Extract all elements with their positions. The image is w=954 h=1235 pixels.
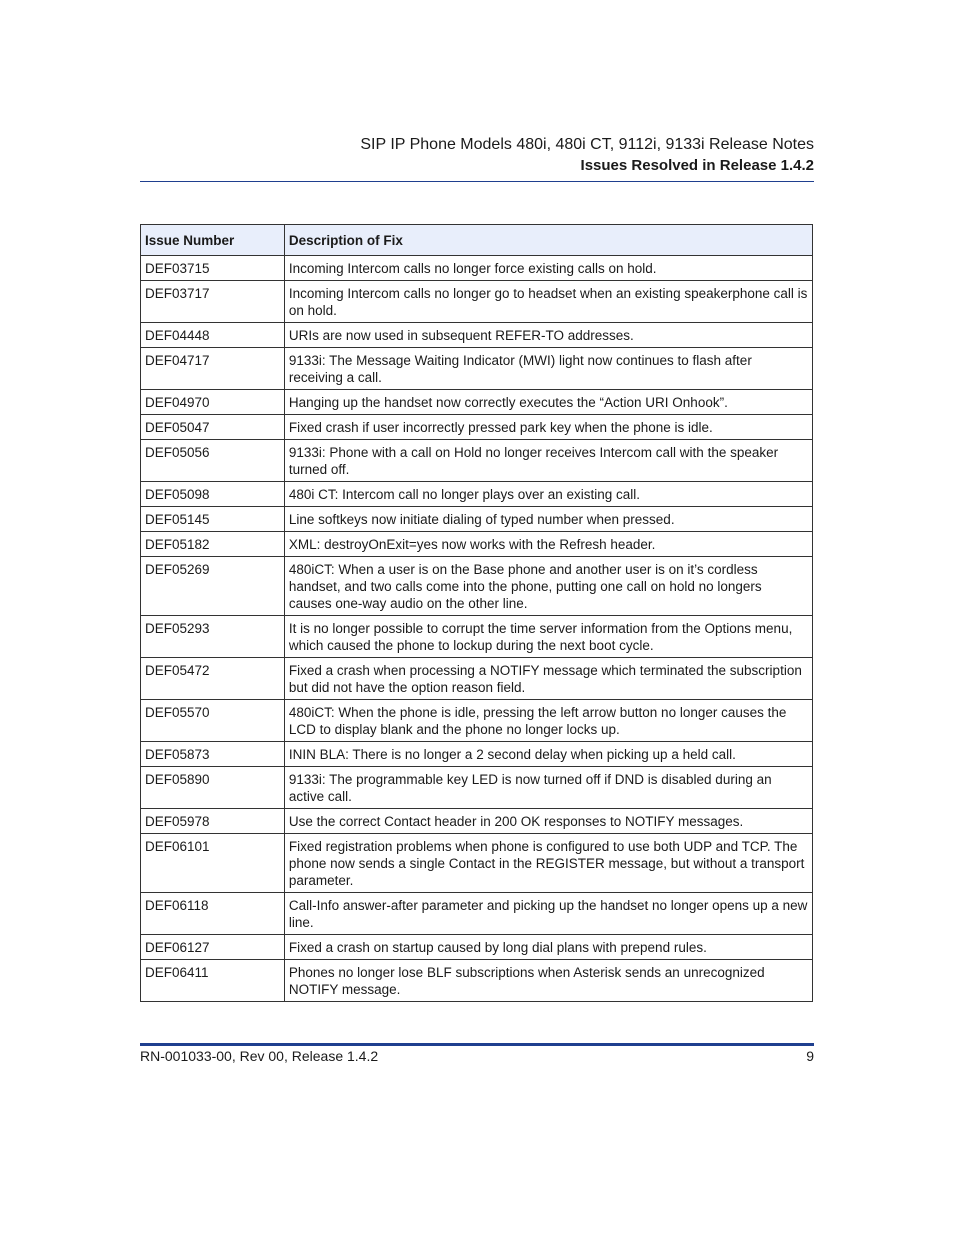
issue-number-cell: DEF05047 <box>141 415 285 440</box>
table-row <box>141 658 813 700</box>
issue-number-cell: DEF05890 <box>141 767 285 809</box>
description-cell: 9133i: Phone with a call on Hold no longer receives Intercom call with the speaker turned off. <box>284 440 812 482</box>
table-row <box>141 742 813 767</box>
issue-number-cell: DEF04717 <box>141 348 285 390</box>
description-cell: Hanging up the handset now correctly executes the “Action URI Onhook”. <box>284 390 812 415</box>
description-cell: Fixed crash if user incorrectly pressed park key when the phone is idle. <box>284 415 812 440</box>
table-row <box>141 557 813 616</box>
table-row <box>141 440 813 482</box>
issues-table <box>140 224 813 1002</box>
table-row <box>141 281 813 323</box>
description-cell: URIs are now used in subsequent REFER-TO addresses. <box>284 323 812 348</box>
description-cell: XML: destroyOnExit=yes now works with the Refresh header. <box>284 532 812 557</box>
description-cell: Incoming Intercom calls no longer force existing calls on hold. <box>284 256 812 281</box>
issue-number-cell: DEF05056 <box>141 440 285 482</box>
description-cell: Phones no longer lose BLF subscriptions when Asterisk sends an unrecognized NOTIFY message. <box>284 960 812 1002</box>
description-cell: Fixed a crash on startup caused by long dial plans with prepend rules. <box>284 935 812 960</box>
table-row <box>141 809 813 834</box>
table-row <box>141 415 813 440</box>
description-cell: Fixed registration problems when phone is configured to use both UDP and TCP. The phone now sends a single Contact in the REGISTER message, but without a transport parameter. <box>284 834 812 893</box>
table-row <box>141 616 813 658</box>
issue-number-cell: DEF06127 <box>141 935 285 960</box>
description-cell: ININ BLA: There is no longer a 2 second delay when picking up a held call. <box>284 742 812 767</box>
table-row <box>141 390 813 415</box>
description-cell: Fixed a crash when processing a NOTIFY message which terminated the subscription but did not have the option reason field. <box>284 658 812 700</box>
issue-number-cell: DEF05269 <box>141 557 285 616</box>
table-row <box>141 700 813 742</box>
description-cell: It is no longer possible to corrupt the time server information from the Options menu, which caused the phone to lockup during the next boot cycle. <box>284 616 812 658</box>
table-row <box>141 767 813 809</box>
page-number: 9 <box>806 1048 814 1064</box>
issue-number-cell: DEF05182 <box>141 532 285 557</box>
issue-number-cell: DEF03715 <box>141 256 285 281</box>
issue-number-cell: DEF05873 <box>141 742 285 767</box>
table-row <box>141 482 813 507</box>
table-row <box>141 935 813 960</box>
description-cell: 9133i: The programmable key LED is now turned off if DND is disabled during an active call. <box>284 767 812 809</box>
description-cell: Incoming Intercom calls no longer go to headset when an existing speakerphone call is on hold. <box>284 281 812 323</box>
table-row <box>141 507 813 532</box>
issue-number-cell: DEF03717 <box>141 281 285 323</box>
table-row <box>141 893 813 935</box>
table-row <box>141 532 813 557</box>
column-header-issue-number: Issue Number <box>141 225 285 256</box>
table-body <box>141 256 813 1002</box>
document-id: RN-001033-00, Rev 00, Release 1.4.2 <box>140 1048 379 1064</box>
table-row <box>141 323 813 348</box>
issue-number-cell: DEF05570 <box>141 700 285 742</box>
issue-number-cell: DEF06101 <box>141 834 285 893</box>
issue-number-cell: DEF05293 <box>141 616 285 658</box>
issue-number-cell: DEF05098 <box>141 482 285 507</box>
table-row <box>141 834 813 893</box>
description-cell: 480iCT: When the phone is idle, pressing the left arrow button no longer causes the LCD to display blank and the phone no longer locks up. <box>284 700 812 742</box>
table-header-row <box>141 225 813 256</box>
issue-number-cell: DEF05145 <box>141 507 285 532</box>
description-cell: 480i CT: Intercom call no longer plays over an existing call. <box>284 482 812 507</box>
issue-number-cell: DEF05978 <box>141 809 285 834</box>
table-row <box>141 348 813 390</box>
issue-number-cell: DEF05472 <box>141 658 285 700</box>
description-cell: 9133i: The Message Waiting Indicator (MWI) light now continues to flash after receiving a call. <box>284 348 812 390</box>
header-divider <box>140 181 814 182</box>
description-cell: Line softkeys now initiate dialing of typed number when pressed. <box>284 507 812 532</box>
issue-number-cell: DEF06118 <box>141 893 285 935</box>
page-header <box>140 134 814 176</box>
column-header-description: Description of Fix <box>284 225 812 256</box>
table-row <box>141 256 813 281</box>
section-title: Issues Resolved in Release 1.4.2 <box>580 157 814 174</box>
document-title: SIP IP Phone Models 480i, 480i CT, 9112i, 9133i Release Notes <box>360 136 814 153</box>
issue-number-cell: DEF04970 <box>141 390 285 415</box>
description-cell: Call-Info answer-after parameter and picking up the handset no longer opens up a new line. <box>284 893 812 935</box>
table-row <box>141 960 813 1002</box>
description-cell: 480iCT: When a user is on the Base phone and another user is on it’s cordless handset, and two calls come into the phone, putting one call on hold no longers causes one-way audio on the other line. <box>284 557 812 616</box>
footer-divider <box>140 1043 814 1046</box>
issue-number-cell: DEF06411 <box>141 960 285 1002</box>
issue-number-cell: DEF04448 <box>141 323 285 348</box>
description-cell: Use the correct Contact header in 200 OK responses to NOTIFY messages. <box>284 809 812 834</box>
